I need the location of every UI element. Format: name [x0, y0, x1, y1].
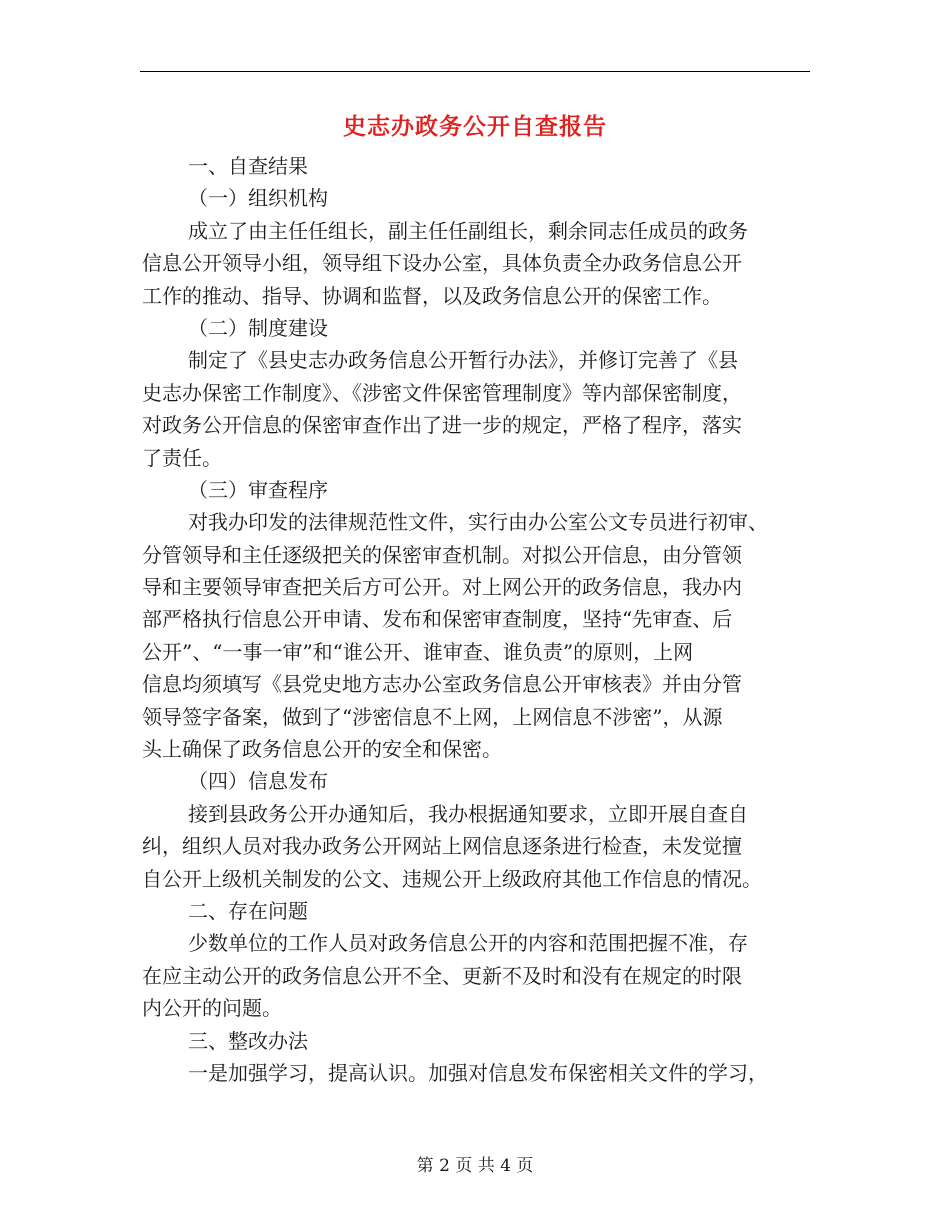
body-line: 一、自查结果 [188, 154, 308, 178]
body-line: 在应主动公开的政务信息公开不全、更新不及时和没有在规定的时限 [142, 963, 742, 988]
body-line: 成立了由主任任组长，副主任任副组长，剩余同志任成员的政务 [188, 218, 748, 243]
page-number-footer: 第 2 页 共 4 页 [416, 1156, 534, 1176]
body-line: 三、整改办法 [188, 1028, 308, 1053]
body-line: 头上确保了政务信息公开的安全和保密。 [142, 737, 502, 762]
header-rule [140, 71, 810, 72]
body-line: 分管领导和主任逐级把关的保密审查机制。对拟公开信息，由分管领 [142, 542, 742, 567]
body-line: 少数单位的工作人员对政务信息公开的内容和范围把握不准，存 [188, 931, 748, 956]
body-line: 自公开上级机关制发的公文、违规公开上级政府其他工作信息的情况。 [142, 866, 762, 891]
body-line: （二）制度建设 [188, 315, 328, 340]
document-body [142, 150, 812, 1089]
body-line: 信息公开领导小组，领导组下设办公室，具体负责全办政务信息公开 [142, 251, 742, 276]
document-title: 史志办政务公开自查报告 [343, 113, 607, 140]
body-line: （四）信息发布 [188, 769, 328, 794]
body-line: 对政务公开信息的保密审查作出了进一步的规定，严格了程序，落实 [142, 413, 742, 438]
body-line: 公开”、“一事一审”和“谁公开、谁审查、谁负责”的原则，上网 [142, 639, 694, 664]
body-line: 信息均须填写《县党史地方志办公室政务信息公开审核表》并由分管 [142, 672, 742, 697]
body-line: 部严格执行信息公开申请、发布和保密审查制度，坚持“先审查、后 [142, 607, 733, 632]
body-line: 纠，组织人员对我办政务公开网站上网信息逐条进行检查，未发觉擅 [142, 834, 742, 859]
body-line: 领导签字备案，做到了“涉密信息不上网，上网信息不涉密”，从源 [142, 704, 723, 729]
body-line: 导和主要领导审查把关后方可公开。对上网公开的政务信息，我办内 [142, 575, 742, 600]
body-line: 对我办印发的法律规范性文件，实行由办公室公文专员进行初审、 [188, 510, 768, 535]
body-line: 一是加强学习，提高认识。加强对信息发布保密相关文件的学习， [188, 1060, 768, 1085]
body-line: 二、存在问题 [188, 898, 308, 923]
body-line: 内公开的问题。 [142, 996, 282, 1021]
body-line: （一）组织机构 [188, 186, 328, 211]
body-line: （三）审查程序 [188, 477, 328, 502]
body-line: 制定了《县史志办政务信息公开暂行办法》，并修订完善了《县 [188, 348, 738, 373]
body-line: 了责任。 [142, 445, 222, 470]
body-line: 接到县政务公开办通知后，我办根据通知要求，立即开展自查自 [188, 801, 748, 826]
body-line: 工作的推动、指导、协调和监督，以及政务信息公开的保密工作。 [142, 283, 722, 308]
body-line: 史志办保密工作制度》、《涉密文件保密管理制度》等内部保密制度， [142, 380, 742, 405]
